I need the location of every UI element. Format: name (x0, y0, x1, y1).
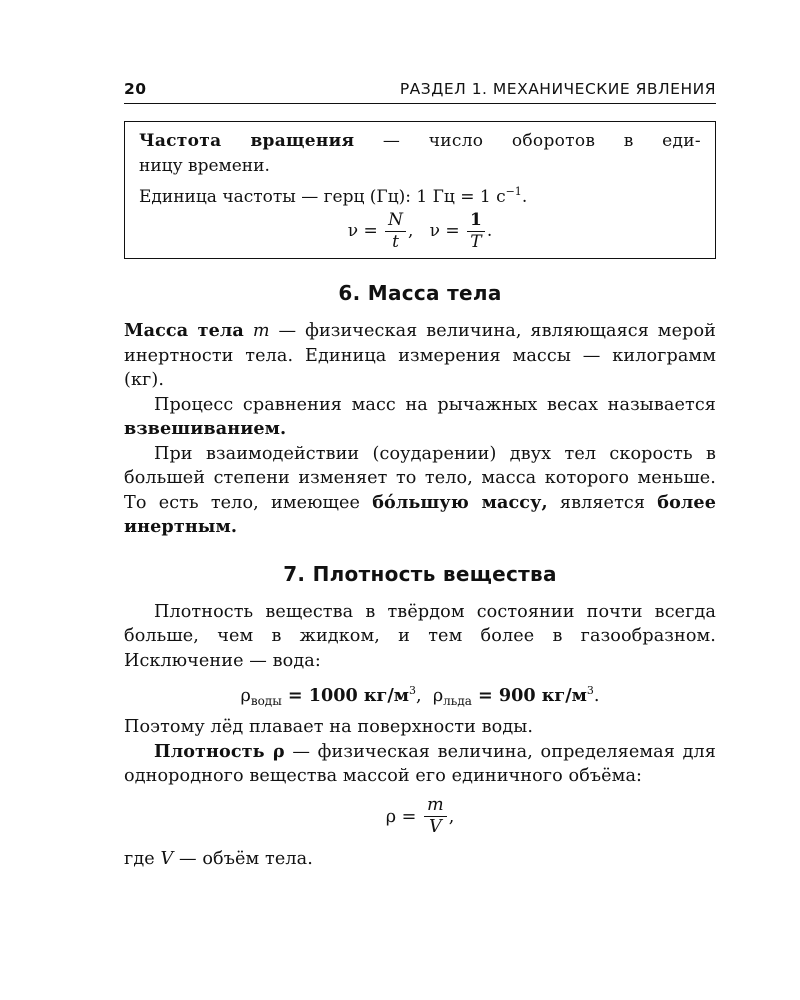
unit-line: Единица частоты — герц (Гц): 1 Гц = 1 $с^{-1}$. (139, 185, 528, 207)
density-intro-paragraph: Плотность вещества в твёрдом состоянии почти всегда больше, чем в жидком, и тем более в газообразном. Исключение — вода: (124, 601, 716, 671)
density-formula: ρ = $\frac{m}{V}$ , (385, 794, 455, 838)
definition-box (124, 121, 716, 259)
section-6-heading: 6. Масса тела (338, 281, 502, 305)
mass-definition-paragraph: Масса тела m — физическая величина, являющаяся мерой инертности тела. Единица измерения массы — килограмм (кг). (124, 320, 716, 390)
definition-term: Частота вращения (139, 131, 355, 151)
definition-continuation: ницу времени. (139, 156, 270, 176)
frequency-formulas: ν = $\frac{N}{t}$ , ν = $\frac{1}{T}$ . (347, 210, 493, 252)
rotation-frequency-definition: Частота вращения — число оборотов в еди- (139, 131, 701, 151)
page-number: 20 (124, 80, 147, 98)
running-header (124, 80, 716, 104)
water-ice-density-formula: $\rho_{воды} = 1000$ $кг/м^3$, $\rho_{льда} = 900$ $кг/м^3$. (240, 684, 600, 708)
fraction-1-over-t: $\frac{1}{T}$ (467, 212, 485, 251)
textbook-page (124, 80, 716, 871)
fraction-m-over-v: $\frac{m}{V}$ (424, 797, 447, 837)
density-definition-paragraph: Плотность ρ — физическая величина, определяемая для однородного вещества массой его единичного объёма: (124, 740, 716, 786)
section-7-heading: 7. Плотность вещества (283, 561, 557, 586)
ice-floats-paragraph: Поэтому лёд плавает на поверхности воды. (124, 717, 534, 737)
fraction-n-over-t: $\frac{N}{t}$ (385, 212, 406, 251)
where-v-paragraph: где V — объём тела. (124, 848, 313, 869)
inertia-paragraph: При взаимодействии (соударении) двух тел скорость в большей степени изменяет то тело, масса которого меньше. То есть тело, имеющее бóльшую массу, является более инертным. (124, 443, 716, 537)
section-title: РАЗДЕЛ 1. МЕХАНИЧЕСКИЕ ЯВЛЕНИЯ (399, 80, 716, 98)
weighing-paragraph: Процесс сравнения масс на рычажных весах называется взвешиванием. (124, 394, 716, 439)
